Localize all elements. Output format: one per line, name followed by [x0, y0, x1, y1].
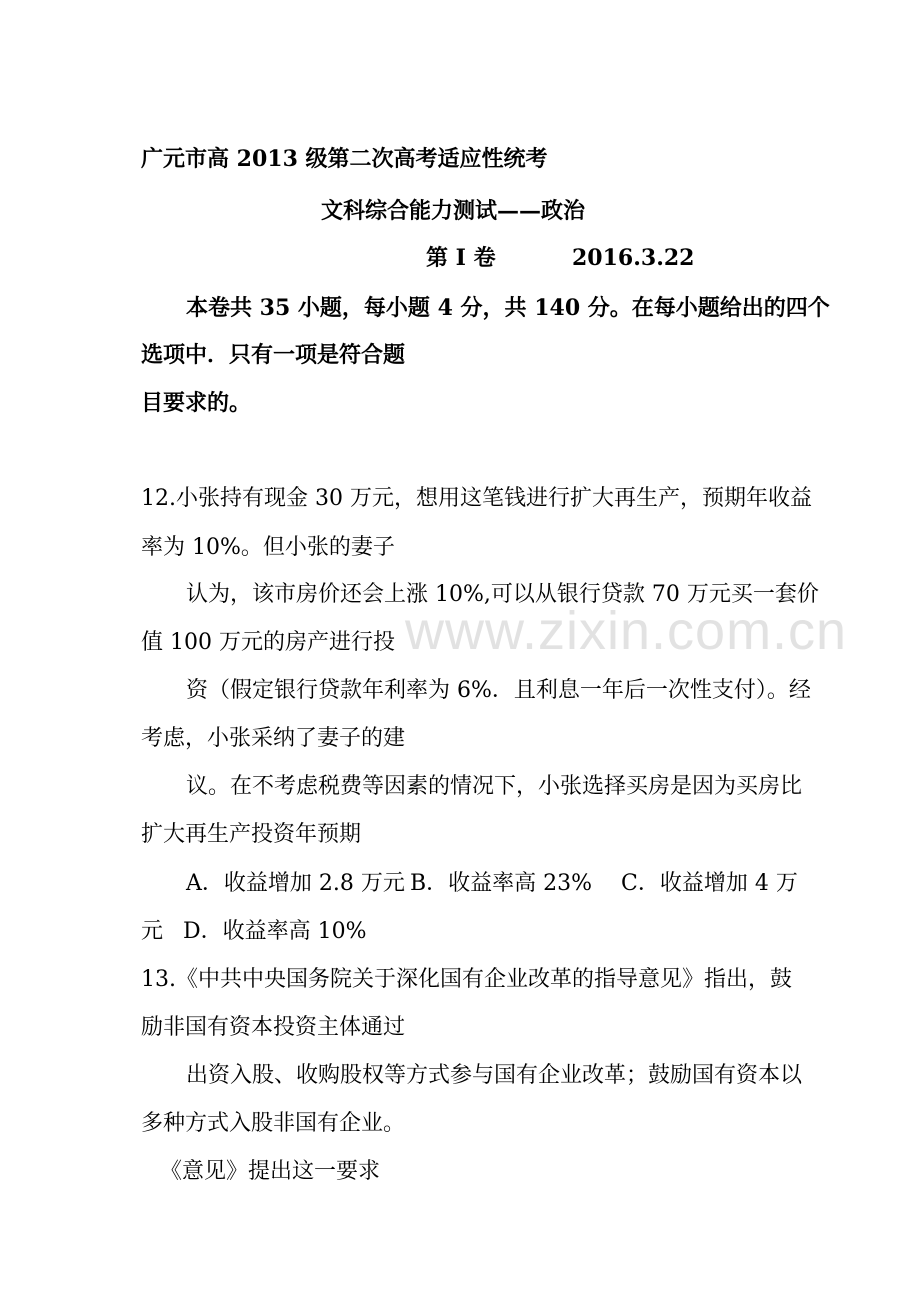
question-13-line-3: 出资入股、收购股权等方式参与国有企业改革；鼓励国有资本以	[186, 1063, 803, 1088]
watermark: www.zixin.com.cn	[405, 601, 848, 661]
question-12-line-5: 资（假定银行贷款年利率为 6%．且利息一年后一次性支付）。经	[186, 678, 811, 703]
instructions-line-3: 目要求的。	[141, 390, 252, 416]
question-12-option-c: C．收益增加 4 万	[621, 871, 798, 896]
question-12-option-c-cont: 元	[141, 919, 164, 944]
instructions-line-1: 本卷共 35 小题，每小题 4 分，共 140 分。在每小题给出的四个	[186, 295, 830, 321]
question-12-option-b: B．收益率高 23%	[410, 871, 593, 896]
question-12-option-d: D．收益率高 10%	[183, 919, 367, 944]
question-12-line-7: 议。在不考虑税费等因素的情况下，小张选择买房是因为买房比	[186, 774, 803, 799]
exam-title: 广元市高 2013 级第二次高考适应性统考	[141, 146, 548, 172]
subject-title: 文科综合能力测试——政治	[321, 198, 586, 224]
question-12-line-4: 值 100 万元的房产进行投	[141, 630, 395, 655]
instructions-line-2: 选项中．只有一项是符合题	[141, 342, 406, 368]
question-12-line-8: 扩大再生产投资年预期	[141, 822, 362, 847]
question-13-line-4: 多种方式入股非国有企业。	[141, 1111, 406, 1136]
question-12-line-6: 考虑，小张采纳了妻子的建	[141, 726, 406, 751]
question-13-line-1: 13.《中共中央国务院关于深化国有企业改革的指导意见》指出，鼓	[141, 967, 792, 992]
question-13-line-2: 励非国有资本投资主体通过	[141, 1015, 406, 1040]
question-12-line-3: 认为，该市房价还会上涨 10%,可以从银行贷款 70 万元买一套价	[186, 582, 819, 607]
question-13-line-5: 《意见》提出这一要求	[160, 1159, 381, 1184]
exam-date: 2016.3.22	[572, 245, 695, 271]
question-12-line-1: 12.小张持有现金 30 万元，想用这笔钱进行扩大再生产，预期年收益	[141, 486, 812, 511]
volume-label: 第 I 卷	[426, 245, 496, 271]
question-12-line-2: 率为 10%。但小张的妻子	[141, 535, 395, 560]
question-12-option-a: A．收益增加 2.8 万元	[186, 871, 405, 896]
